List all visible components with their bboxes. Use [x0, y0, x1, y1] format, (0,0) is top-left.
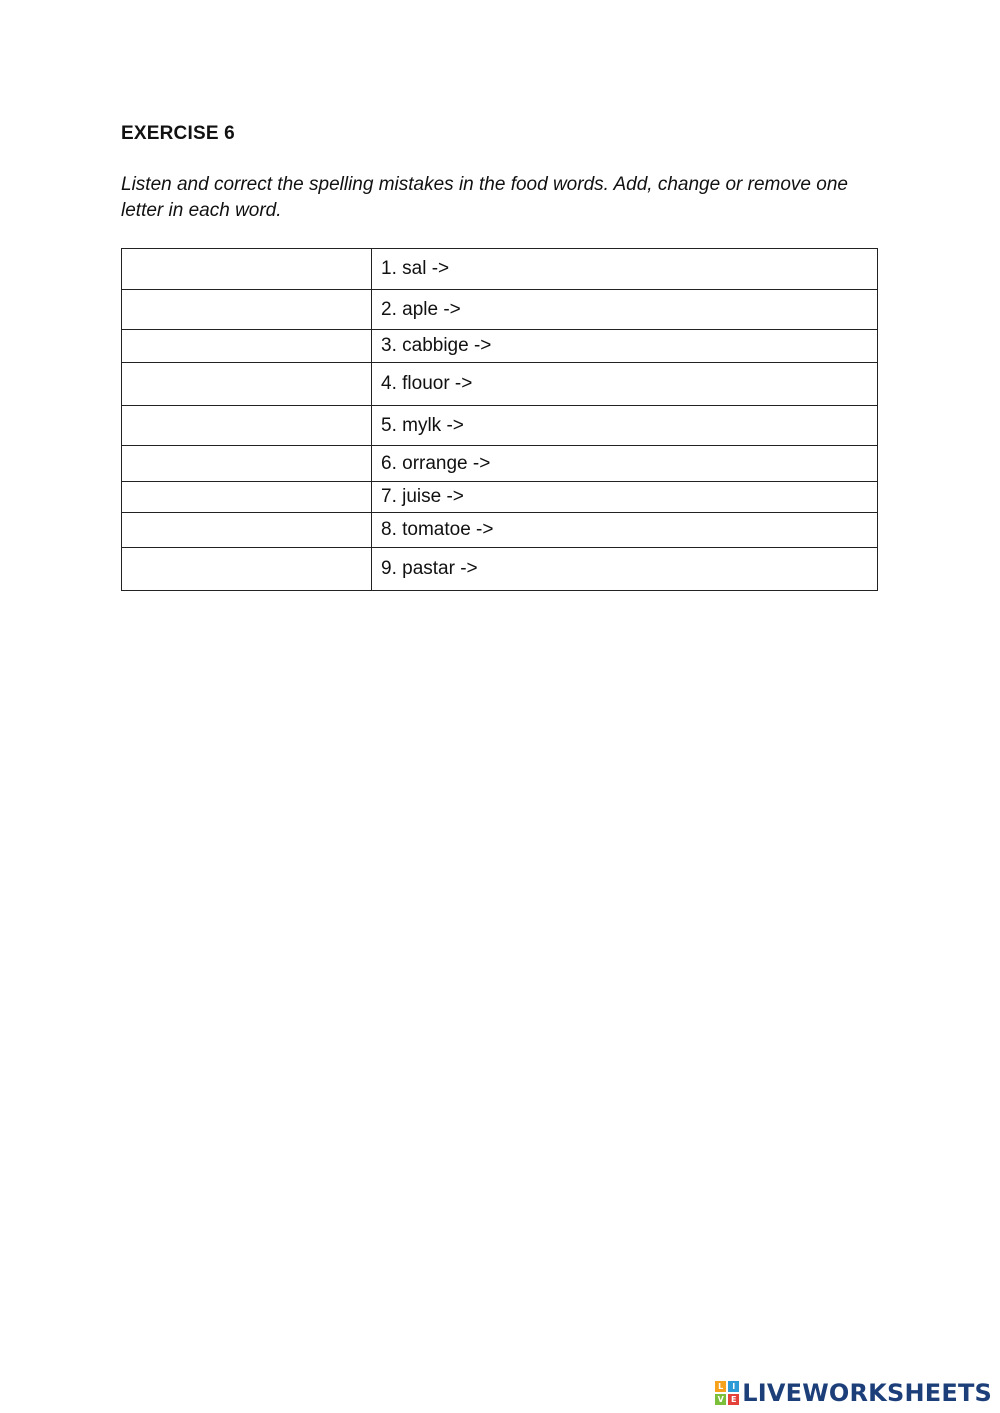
table-row: [122, 406, 878, 446]
misspelled-word-cell: 8. tomatoe ->: [372, 513, 878, 548]
logo-mark-letter: E: [728, 1394, 739, 1405]
answer-cell[interactable]: [122, 446, 372, 482]
exercise-title: EXERCISE 6: [121, 123, 235, 144]
logo-mark-letter: I: [728, 1381, 739, 1392]
misspelled-word-cell: 2. aple ->: [372, 290, 878, 330]
answer-cell[interactable]: [122, 330, 372, 363]
table-row: [122, 548, 878, 591]
table-row: [122, 513, 878, 548]
answer-cell[interactable]: [122, 249, 372, 290]
logo-mark-letter: L: [715, 1381, 726, 1392]
answer-cell[interactable]: [122, 406, 372, 446]
answer-cell[interactable]: [122, 548, 372, 591]
table-row: [122, 249, 878, 290]
table-row: [122, 290, 878, 330]
logo-mark-icon: [715, 1381, 739, 1405]
misspelled-word-cell: 5. mylk ->: [372, 406, 878, 446]
misspelled-word-cell: 1. sal ->: [372, 249, 878, 290]
answer-cell[interactable]: [122, 513, 372, 548]
answer-cell[interactable]: [122, 482, 372, 513]
table-row: [122, 446, 878, 482]
misspelled-word-cell: 9. pastar ->: [372, 548, 878, 591]
table-row: [122, 363, 878, 406]
exercise-instructions: Listen and correct the spelling mistakes in the food words. Add, change or remove one letter in each word.: [121, 174, 848, 221]
logo-mark-letter: V: [715, 1394, 726, 1405]
answer-cell[interactable]: [122, 363, 372, 406]
answer-cell[interactable]: [122, 290, 372, 330]
table-row: [122, 330, 878, 363]
misspelled-word-cell: 3. cabbige ->: [372, 330, 878, 363]
table-row: [122, 482, 878, 513]
misspelled-word-cell: 7. juise ->: [372, 482, 878, 513]
liveworksheets-logo: [715, 1379, 992, 1407]
exercise-table: [121, 248, 878, 591]
misspelled-word-cell: 6. orrange ->: [372, 446, 878, 482]
logo-text: LIVEWORKSHEETS: [742, 1379, 992, 1407]
misspelled-word-cell: 4. flouor ->: [372, 363, 878, 406]
